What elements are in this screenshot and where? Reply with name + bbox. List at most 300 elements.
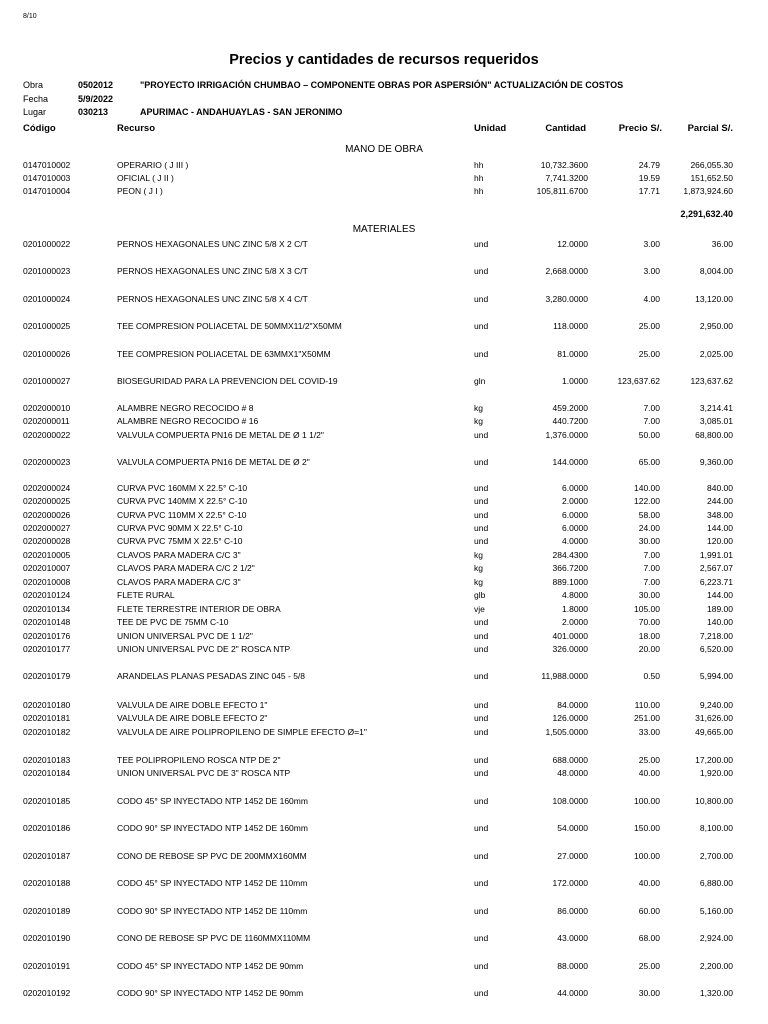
cell-precio: 25.00 xyxy=(638,349,660,359)
cell-precio: 4.00 xyxy=(643,294,660,304)
cell-precio: 30.00 xyxy=(638,536,660,546)
cell-codigo: 0202010188 xyxy=(23,878,71,888)
table-row xyxy=(0,172,768,184)
cell-recurso: TEE DE PVC DE 75MM C-10 xyxy=(117,617,229,627)
table-row xyxy=(0,630,768,642)
cell-recurso: PERNOS HEXAGONALES UNC ZINC 5/8 X 4 C/T xyxy=(117,294,308,304)
cell-precio: 3.00 xyxy=(643,266,660,276)
cell-codigo: 0201000024 xyxy=(23,294,71,304)
cell-cantidad: 2.0000 xyxy=(562,617,588,627)
cell-cantidad: 1.8000 xyxy=(562,604,588,614)
cell-codigo: 0202000027 xyxy=(23,523,71,533)
cell-codigo: 0201000022 xyxy=(23,239,71,249)
cell-cantidad: 44.0000 xyxy=(557,988,588,998)
cell-unidad: und xyxy=(474,796,489,806)
cell-precio: 140.00 xyxy=(634,483,660,493)
cell-cantidad: 81.0000 xyxy=(557,349,588,359)
cell-recurso: CODO 45° SP INYECTADO NTP 1452 DE 110mm xyxy=(117,878,308,888)
table-row xyxy=(0,159,768,171)
cell-recurso: CLAVOS PARA MADERA C/C 3" xyxy=(117,577,241,587)
cell-precio: 110.00 xyxy=(634,700,660,710)
cell-unidad: kg xyxy=(474,577,483,587)
fecha-label: Fecha xyxy=(23,94,49,104)
lugar-label: Lugar xyxy=(23,107,47,117)
cell-codigo: 0202000011 xyxy=(23,416,70,426)
obra-description: "PROYECTO IRRIGACIÓN CHUMBAO – COMPONENTE OBRAS POR ASPERSIÓN" ACTUALIZACIÓN DE COSTOS xyxy=(140,80,624,90)
table-row xyxy=(0,415,768,427)
cell-unidad: und xyxy=(474,457,489,467)
cell-unidad: und xyxy=(474,768,489,778)
cell-codigo: 0202000026 xyxy=(23,510,71,520)
cell-parcial: 120.00 xyxy=(707,536,733,546)
table-row xyxy=(0,549,768,561)
table-row xyxy=(0,670,768,682)
cell-recurso: CURVA PVC 110MM X 22.5° C-10 xyxy=(117,510,247,520)
table-row xyxy=(0,987,768,999)
cell-codigo: 0202010189 xyxy=(23,906,71,916)
cell-recurso: OFICIAL ( J II ) xyxy=(117,173,174,183)
cell-unidad: hh xyxy=(474,173,484,183)
cell-cantidad: 43.0000 xyxy=(557,933,588,943)
cell-cantidad: 4.0000 xyxy=(562,536,588,546)
cell-codigo: 0202010191 xyxy=(23,961,71,971)
cell-precio: 122.00 xyxy=(634,496,660,506)
cell-codigo: 0202010183 xyxy=(23,755,71,765)
cell-recurso: VALVULA DE AIRE POLIPROPILENO DE SIMPLE EFECTO Ø=1" xyxy=(117,727,367,737)
cell-unidad: und xyxy=(474,294,489,304)
cell-cantidad: 27.0000 xyxy=(557,851,588,861)
cell-recurso: UNION UNIVERSAL PVC DE 3" ROSCA NTP xyxy=(117,768,291,778)
cell-unidad: und xyxy=(474,644,489,654)
cell-precio: 33.00 xyxy=(638,727,660,737)
cell-codigo: 0201000026 xyxy=(23,349,71,359)
cell-unidad: und xyxy=(474,700,489,710)
cell-precio: 68.00 xyxy=(638,933,660,943)
cell-cantidad: 459.2000 xyxy=(552,403,588,413)
cell-unidad: kg xyxy=(474,550,483,560)
cell-precio: 40.00 xyxy=(638,878,660,888)
table-row xyxy=(0,822,768,834)
cell-codigo: 0202010192 xyxy=(23,988,71,998)
table-row xyxy=(0,509,768,521)
cell-codigo: 0202010005 xyxy=(23,550,71,560)
cell-unidad: vje xyxy=(474,604,485,614)
cell-precio: 0.50 xyxy=(643,671,660,681)
cell-unidad: und xyxy=(474,510,489,520)
cell-parcial: 31,626.00 xyxy=(695,713,733,723)
table-row xyxy=(0,238,768,250)
cell-codigo: 0202000028 xyxy=(23,536,71,546)
table-row xyxy=(0,522,768,534)
table-row xyxy=(0,699,768,711)
cell-unidad: kg xyxy=(474,403,483,413)
cell-precio: 60.00 xyxy=(638,906,660,916)
cell-cantidad: 1,505.0000 xyxy=(545,727,588,737)
cell-parcial: 266,055.30 xyxy=(690,160,733,170)
cell-parcial: 1,991.01 xyxy=(699,550,733,560)
table-row xyxy=(0,293,768,305)
cell-parcial: 2,025.00 xyxy=(699,349,733,359)
cell-parcial: 10,800.00 xyxy=(695,796,733,806)
cell-codigo: 0202010148 xyxy=(23,617,71,627)
cell-cantidad: 54.0000 xyxy=(557,823,588,833)
cell-precio: 24.00 xyxy=(638,523,660,533)
cell-codigo: 0201000025 xyxy=(23,321,71,331)
cell-precio: 20.00 xyxy=(638,644,660,654)
cell-recurso: TEE COMPRESION POLIACETAL DE 63MMX1"X50MM xyxy=(117,349,331,359)
cell-unidad: und xyxy=(474,671,489,681)
cell-precio: 251.00 xyxy=(634,713,660,723)
table-row xyxy=(0,375,768,387)
cell-cantidad: 86.0000 xyxy=(557,906,588,916)
cell-cantidad: 284.4300 xyxy=(552,550,588,560)
cell-codigo: 0147010003 xyxy=(23,173,71,183)
cell-recurso: PERNOS HEXAGONALES UNC ZINC 5/8 X 3 C/T xyxy=(117,266,308,276)
cell-parcial: 3,085.01 xyxy=(699,416,733,426)
cell-cantidad: 889.1000 xyxy=(552,577,588,587)
cell-recurso: UNION UNIVERSAL PVC DE 2" ROSCA NTP xyxy=(117,644,291,654)
cell-recurso: CLAVOS PARA MADERA C/C 3" xyxy=(117,550,241,560)
cell-unidad: und xyxy=(474,430,489,440)
cell-recurso: TEE COMPRESION POLIACETAL DE 50MMX11/2"X50MM xyxy=(117,321,342,331)
cell-cantidad: 366.7200 xyxy=(552,563,588,573)
table-row xyxy=(0,726,768,738)
cell-unidad: hh xyxy=(474,186,484,196)
table-row xyxy=(0,589,768,601)
cell-parcial: 6,223.71 xyxy=(699,577,733,587)
labor-total: 2,291,632.40 xyxy=(680,209,733,219)
table-row xyxy=(0,456,768,468)
cell-cantidad: 4.8000 xyxy=(562,590,588,600)
table-header xyxy=(0,123,768,137)
cell-parcial: 189.00 xyxy=(707,604,733,614)
cell-unidad: und xyxy=(474,823,489,833)
cell-precio: 7.00 xyxy=(643,563,660,573)
cell-recurso: UNION UNIVERSAL PVC DE 1 1/2" xyxy=(117,631,253,641)
cell-cantidad: 2,668.0000 xyxy=(545,266,588,276)
cell-unidad: und xyxy=(474,239,489,249)
cell-unidad: und xyxy=(474,483,489,493)
table-row xyxy=(0,562,768,574)
cell-parcial: 348.00 xyxy=(707,510,733,520)
cell-unidad: und xyxy=(474,906,489,916)
table-row xyxy=(0,616,768,628)
table-row xyxy=(0,712,768,724)
cell-parcial: 9,360.00 xyxy=(699,457,733,467)
cell-cantidad: 6.0000 xyxy=(562,523,588,533)
cell-cantidad: 105,811.6700 xyxy=(536,186,588,196)
fecha-value: 5/9/2022 xyxy=(78,94,114,104)
cell-unidad: und xyxy=(474,617,489,627)
cell-cantidad: 326.0000 xyxy=(552,644,588,654)
cell-precio: 19.59 xyxy=(638,173,660,183)
page-number: 8/10 xyxy=(23,13,37,20)
cell-precio: 7.00 xyxy=(643,416,660,426)
cell-unidad: und xyxy=(474,933,489,943)
cell-cantidad: 1,376.0000 xyxy=(545,430,588,440)
cell-unidad: glb xyxy=(474,590,486,600)
cell-unidad: gln xyxy=(474,376,486,386)
cell-cantidad: 12.0000 xyxy=(557,239,588,249)
cell-precio: 100.00 xyxy=(634,796,660,806)
cell-codigo: 0202010179 xyxy=(23,671,71,681)
table-row xyxy=(0,603,768,615)
cell-codigo: 0202010187 xyxy=(23,851,71,861)
cell-parcial: 8,004.00 xyxy=(699,266,733,276)
cell-codigo: 0202010180 xyxy=(23,700,71,710)
cell-precio: 58.00 xyxy=(638,510,660,520)
cell-unidad: und xyxy=(474,988,489,998)
cell-precio: 25.00 xyxy=(638,961,660,971)
cell-recurso: CURVA PVC 90MM X 22.5° C-10 xyxy=(117,523,243,533)
cell-codigo: 0147010002 xyxy=(23,160,71,170)
cell-codigo: 0147010004 xyxy=(23,186,71,196)
cell-parcial: 2,567.07 xyxy=(699,563,733,573)
header-precio: Precio S/. xyxy=(618,123,662,134)
cell-unidad: und xyxy=(474,961,489,971)
cell-parcial: 9,240.00 xyxy=(699,700,733,710)
header-cantidad: Cantidad xyxy=(545,123,586,134)
cell-cantidad: 84.0000 xyxy=(557,700,588,710)
cell-recurso: BIOSEGURIDAD PARA LA PREVENCION DEL COVID-19 xyxy=(117,376,338,386)
cell-unidad: kg xyxy=(474,416,483,426)
cell-unidad: und xyxy=(474,713,489,723)
table-row xyxy=(0,932,768,944)
cell-unidad: und xyxy=(474,727,489,737)
cell-precio: 25.00 xyxy=(638,321,660,331)
lugar-description: APURIMAC - ANDAHUAYLAS - SAN JERONIMO xyxy=(140,107,343,117)
cell-cantidad: 126.0000 xyxy=(552,713,588,723)
cell-recurso: CODO 45° SP INYECTADO NTP 1452 DE 160mm xyxy=(117,796,308,806)
cell-unidad: und xyxy=(474,536,489,546)
cell-precio: 70.00 xyxy=(638,617,660,627)
cell-codigo: 0202010176 xyxy=(23,631,71,641)
cell-parcial: 6,880.00 xyxy=(699,878,733,888)
cell-parcial: 2,200.00 xyxy=(699,961,733,971)
cell-unidad: und xyxy=(474,523,489,533)
cell-parcial: 840.00 xyxy=(707,483,733,493)
cell-unidad: und xyxy=(474,266,489,276)
cell-recurso: VALVULA DE AIRE DOBLE EFECTO 2" xyxy=(117,713,268,723)
table-row xyxy=(0,535,768,547)
cell-precio: 100.00 xyxy=(634,851,660,861)
header-parcial: Parcial S/. xyxy=(687,123,733,134)
cell-recurso: PEON ( J I ) xyxy=(117,186,163,196)
cell-recurso: ARANDELAS PLANAS PESADAS ZINC 045 - 5/8 xyxy=(117,671,306,681)
table-row xyxy=(0,877,768,889)
table-row xyxy=(0,402,768,414)
cell-codigo: 0202000010 xyxy=(23,403,71,413)
cell-codigo: 0202000025 xyxy=(23,496,71,506)
cell-codigo: 0201000023 xyxy=(23,266,71,276)
cell-precio: 123,637.62 xyxy=(617,376,660,386)
cell-codigo: 0202000022 xyxy=(23,430,71,440)
table-row xyxy=(0,905,768,917)
cell-cantidad: 2.0000 xyxy=(562,496,588,506)
cell-parcial: 123,637.62 xyxy=(690,376,733,386)
cell-cantidad: 688.0000 xyxy=(552,755,588,765)
cell-recurso: FLETE TERRESTRE INTERIOR DE OBRA xyxy=(117,604,281,614)
cell-cantidad: 88.0000 xyxy=(557,961,588,971)
cell-cantidad: 6.0000 xyxy=(562,483,588,493)
cell-codigo: 0202000024 xyxy=(23,483,71,493)
header-recurso: Recurso xyxy=(117,123,156,134)
header-unidad: Unidad xyxy=(474,123,507,134)
cell-parcial: 5,994.00 xyxy=(699,671,733,681)
cell-precio: 30.00 xyxy=(638,988,660,998)
cell-precio: 3.00 xyxy=(643,239,660,249)
cell-precio: 24.79 xyxy=(638,160,660,170)
cell-cantidad: 3,280.0000 xyxy=(545,294,588,304)
cell-precio: 30.00 xyxy=(638,590,660,600)
cell-unidad: und xyxy=(474,631,489,641)
cell-parcial: 2,950.00 xyxy=(699,321,733,331)
table-row xyxy=(0,265,768,277)
cell-recurso: TEE POLIPROPILENO ROSCA NTP DE 2" xyxy=(117,755,281,765)
cell-recurso: CODO 90° SP INYECTADO NTP 1452 DE 160mm xyxy=(117,823,308,833)
cell-recurso: PERNOS HEXAGONALES UNC ZINC 5/8 X 2 C/T xyxy=(117,239,308,249)
cell-recurso: CURVA PVC 160MM X 22.5° C-10 xyxy=(117,483,248,493)
section-mano-de-obra: MANO DE OBRA xyxy=(345,144,423,155)
obra-label: Obra xyxy=(23,80,44,90)
cell-codigo: 0202010181 xyxy=(23,713,71,723)
table-row xyxy=(0,754,768,766)
cell-cantidad: 108.0000 xyxy=(552,796,588,806)
cell-unidad: kg xyxy=(474,563,483,573)
cell-unidad: hh xyxy=(474,160,484,170)
cell-parcial: 244.00 xyxy=(707,496,733,506)
cell-codigo: 0202010182 xyxy=(23,727,71,737)
cell-recurso: OPERARIO ( J III ) xyxy=(117,160,189,170)
section-materiales: MATERIALES xyxy=(352,224,416,235)
obra-code: 0502012 xyxy=(78,80,114,90)
cell-codigo: 0202010007 xyxy=(23,563,71,573)
cell-precio: 7.00 xyxy=(643,577,660,587)
cell-parcial: 2,924.00 xyxy=(699,933,733,943)
cell-recurso: FLETE RURAL xyxy=(117,590,175,600)
table-row xyxy=(0,185,768,197)
cell-codigo: 0202010184 xyxy=(23,768,71,778)
cell-precio: 40.00 xyxy=(638,768,660,778)
cell-recurso: CONO DE REBOSE SP PVC DE 1160MMX110MM xyxy=(117,933,311,943)
cell-codigo: 0202000023 xyxy=(23,457,71,467)
cell-unidad: und xyxy=(474,496,489,506)
cell-parcial: 144.00 xyxy=(707,523,733,533)
cell-parcial: 36.00 xyxy=(711,239,733,249)
cell-parcial: 5,160.00 xyxy=(699,906,733,916)
cell-recurso: CODO 45° SP INYECTADO NTP 1452 DE 90mm xyxy=(117,961,304,971)
cell-recurso: CODO 90° SP INYECTADO NTP 1452 DE 110mm xyxy=(117,906,308,916)
table-row xyxy=(0,850,768,862)
cell-cantidad: 172.0000 xyxy=(552,878,588,888)
cell-unidad: und xyxy=(474,755,489,765)
cell-cantidad: 118.0000 xyxy=(553,321,588,331)
table-row xyxy=(0,960,768,972)
cell-cantidad: 144.0000 xyxy=(552,457,588,467)
cell-codigo: 0202010008 xyxy=(23,577,71,587)
cell-codigo: 0202010134 xyxy=(23,604,71,614)
cell-unidad: und xyxy=(474,349,489,359)
table-row xyxy=(0,795,768,807)
table-row xyxy=(0,320,768,332)
cell-parcial: 13,120.00 xyxy=(695,294,733,304)
cell-cantidad: 6.0000 xyxy=(562,510,588,520)
cell-codigo: 0202010124 xyxy=(23,590,71,600)
cell-recurso: VALVULA DE AIRE DOBLE EFECTO 1" xyxy=(117,700,268,710)
cell-parcial: 7,218.00 xyxy=(699,631,733,641)
cell-precio: 18.00 xyxy=(638,631,660,641)
table-row xyxy=(0,348,768,360)
table-row xyxy=(0,482,768,494)
cell-unidad: und xyxy=(474,851,489,861)
cell-precio: 65.00 xyxy=(638,457,660,467)
cell-precio: 17.71 xyxy=(638,186,660,196)
table-row xyxy=(0,767,768,779)
cell-cantidad: 401.0000 xyxy=(552,631,588,641)
cell-codigo: 0202010186 xyxy=(23,823,71,833)
page-title: Precios y cantidades de recursos requeridos xyxy=(229,52,539,68)
cell-recurso: CURVA PVC 140MM X 22.5° C-10 xyxy=(117,496,248,506)
cell-parcial: 1,873,924.60 xyxy=(683,186,733,196)
cell-recurso: ALAMBRE NEGRO RECOCIDO # 8 xyxy=(117,403,254,413)
cell-precio: 105.00 xyxy=(634,604,660,614)
table-row xyxy=(0,643,768,655)
cell-recurso: CONO DE REBOSE SP PVC DE 200MMX160MM xyxy=(117,851,307,861)
cell-codigo: 0202010190 xyxy=(23,933,71,943)
cell-recurso: CURVA PVC 75MM X 22.5° C-10 xyxy=(117,536,243,546)
cell-precio: 7.00 xyxy=(643,550,660,560)
cell-parcial: 144.00 xyxy=(707,590,733,600)
table-row xyxy=(0,495,768,507)
cell-precio: 150.00 xyxy=(634,823,660,833)
cell-parcial: 140.00 xyxy=(707,617,733,627)
cell-recurso: ALAMBRE NEGRO RECOCIDO # 16 xyxy=(117,416,259,426)
cell-parcial: 3,214.41 xyxy=(699,403,733,413)
cell-unidad: und xyxy=(474,878,489,888)
cell-codigo: 0202010177 xyxy=(23,644,71,654)
cell-precio: 25.00 xyxy=(638,755,660,765)
cell-precio: 50.00 xyxy=(638,430,660,440)
cell-parcial: 6,520.00 xyxy=(699,644,733,654)
cell-parcial: 8,100.00 xyxy=(699,823,733,833)
header-codigo: Código xyxy=(23,123,56,134)
table-row xyxy=(0,576,768,588)
cell-parcial: 17,200.00 xyxy=(695,755,733,765)
cell-cantidad: 48.0000 xyxy=(557,768,588,778)
cell-parcial: 1,320.00 xyxy=(699,988,733,998)
cell-unidad: und xyxy=(474,321,489,331)
cell-codigo: 0201000027 xyxy=(23,376,71,386)
cell-cantidad: 7,741.3200 xyxy=(545,173,588,183)
cell-codigo: 0202010185 xyxy=(23,796,71,806)
cell-recurso: VALVULA COMPUERTA PN16 DE METAL DE Ø 2" xyxy=(117,457,310,467)
table-row xyxy=(0,429,768,441)
cell-parcial: 151,652.50 xyxy=(690,173,733,183)
cell-cantidad: 10,732.3600 xyxy=(540,160,588,170)
cell-parcial: 2,700.00 xyxy=(699,851,733,861)
cell-recurso: CLAVOS PARA MADERA C/C 2 1/2" xyxy=(117,563,255,573)
cell-precio: 7.00 xyxy=(643,403,660,413)
cell-parcial: 1,920.00 xyxy=(699,768,733,778)
cell-recurso: CODO 90° SP INYECTADO NTP 1452 DE 90mm xyxy=(117,988,304,998)
cell-parcial: 49,665.00 xyxy=(695,727,733,737)
lugar-code: 030213 xyxy=(78,107,109,117)
cell-cantidad: 11,988.0000 xyxy=(541,671,588,681)
cell-recurso: VALVULA COMPUERTA PN16 DE METAL DE Ø 1 1/2" xyxy=(117,430,324,440)
cell-cantidad: 1.0000 xyxy=(562,376,588,386)
cell-parcial: 68,800.00 xyxy=(695,430,733,440)
cell-cantidad: 440.7200 xyxy=(552,416,588,426)
